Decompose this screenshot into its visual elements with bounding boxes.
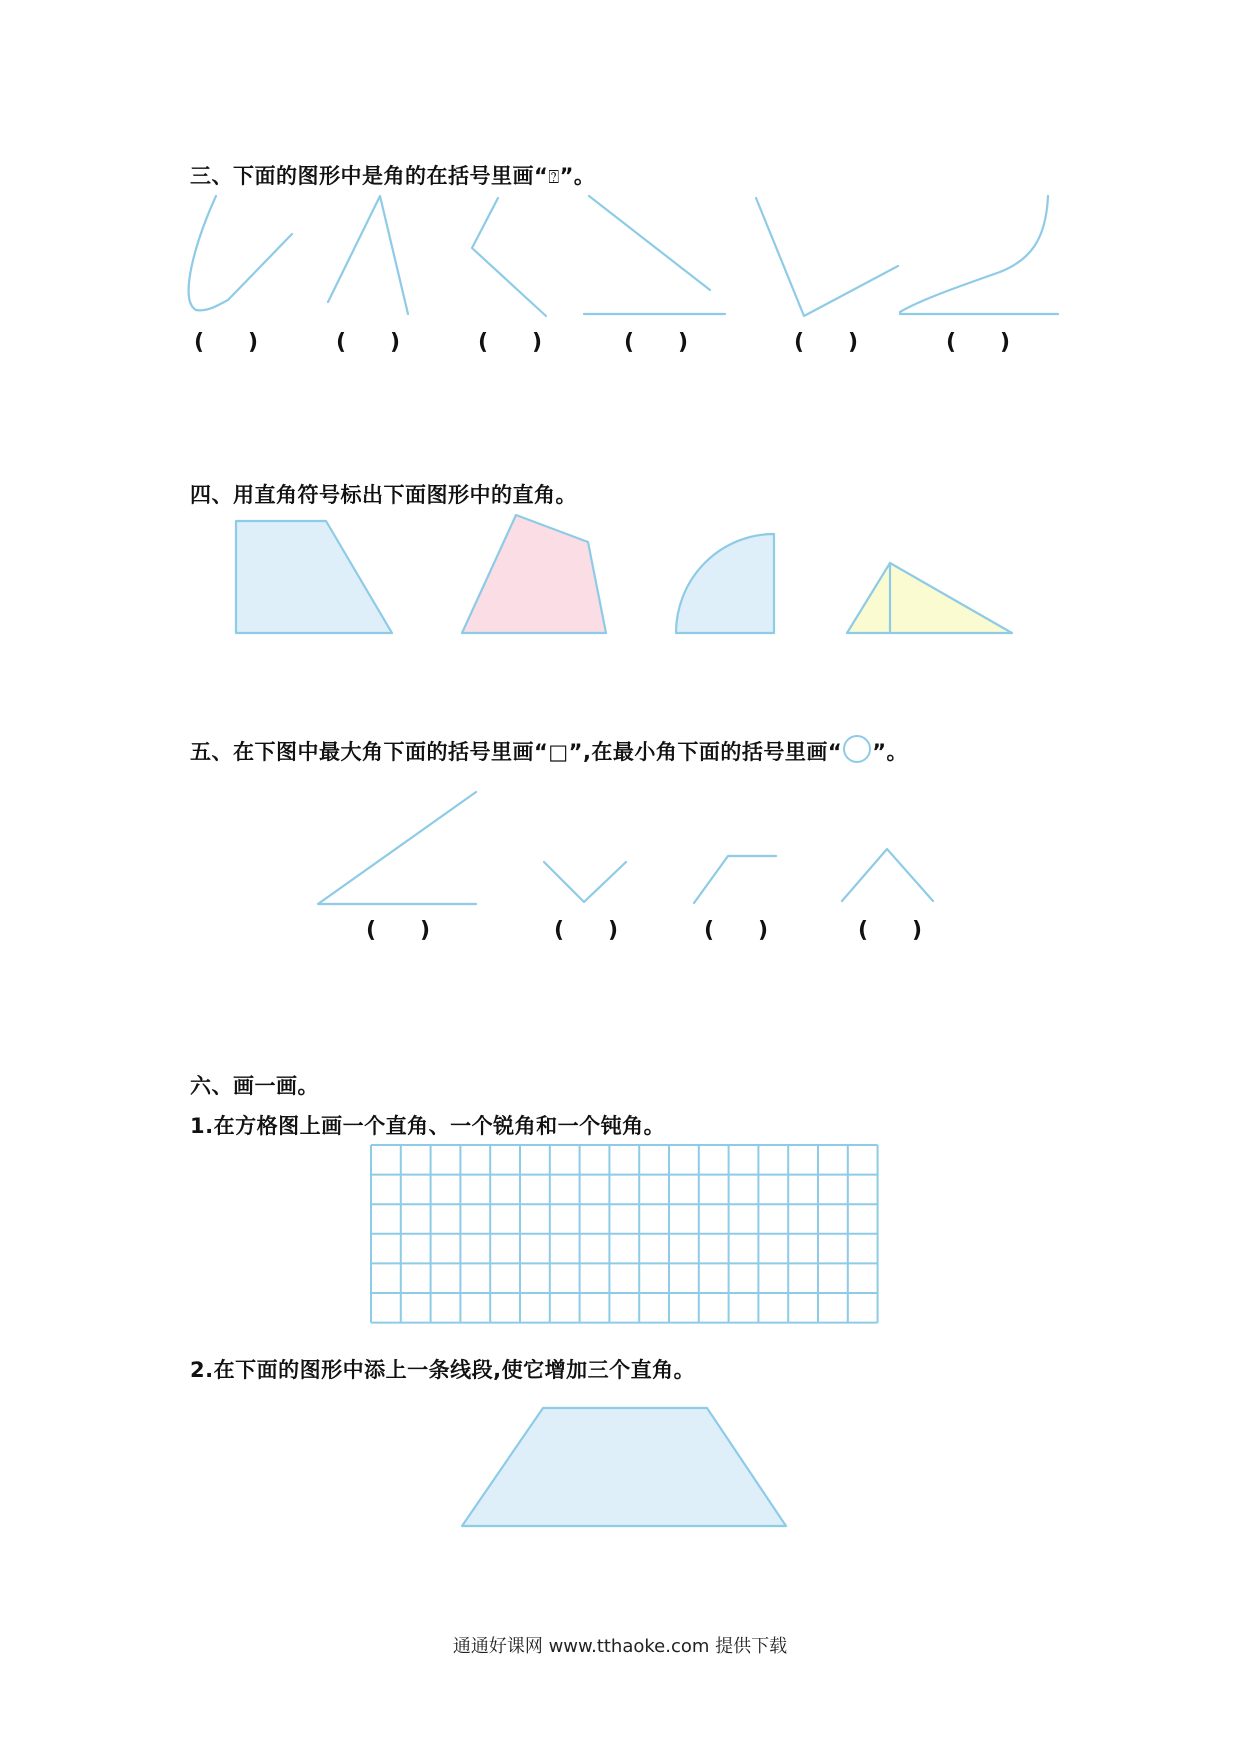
paren-5-4[interactable]: ( ) xyxy=(858,918,923,943)
trapezoid-draw-shape xyxy=(462,1408,786,1526)
footer-credit: 通通好课网 www.tthaoke.com 提供下载 xyxy=(452,1636,788,1657)
section5-title: 五、在下图中最大角下面的括号里画“□”,在最小角下面的括号里画“ ”。 xyxy=(190,735,908,766)
paren-3-2[interactable]: ( ) xyxy=(336,330,401,355)
paren-3-3[interactable]: ( ) xyxy=(478,330,543,355)
paren-3-4[interactable]: ( ) xyxy=(624,330,689,355)
section6-item2: 2.在下面的图形中添上一条线段,使它增加三个直角。 xyxy=(190,1358,696,1382)
check-mark-glyph: ⍰ xyxy=(548,167,560,188)
paren-5-2[interactable]: ( ) xyxy=(554,918,619,943)
section6-title: 六、画一画。 xyxy=(190,1074,319,1098)
section6-item1: 1.在方格图上画一个直角、一个锐角和一个钝角。 xyxy=(190,1114,666,1138)
paren-5-3[interactable]: ( ) xyxy=(704,918,769,943)
section4-title: 四、用直角符号标出下面图形中的直角。 xyxy=(190,483,577,507)
section3-title: 三、下面的图形中是角的在括号里画“⍰”。 xyxy=(190,164,596,188)
paren-3-5[interactable]: ( ) xyxy=(794,330,859,355)
paren-3-6[interactable]: ( ) xyxy=(946,330,1011,355)
paren-5-1[interactable]: ( ) xyxy=(366,918,431,943)
paren-3-1[interactable]: ( ) xyxy=(194,330,259,355)
